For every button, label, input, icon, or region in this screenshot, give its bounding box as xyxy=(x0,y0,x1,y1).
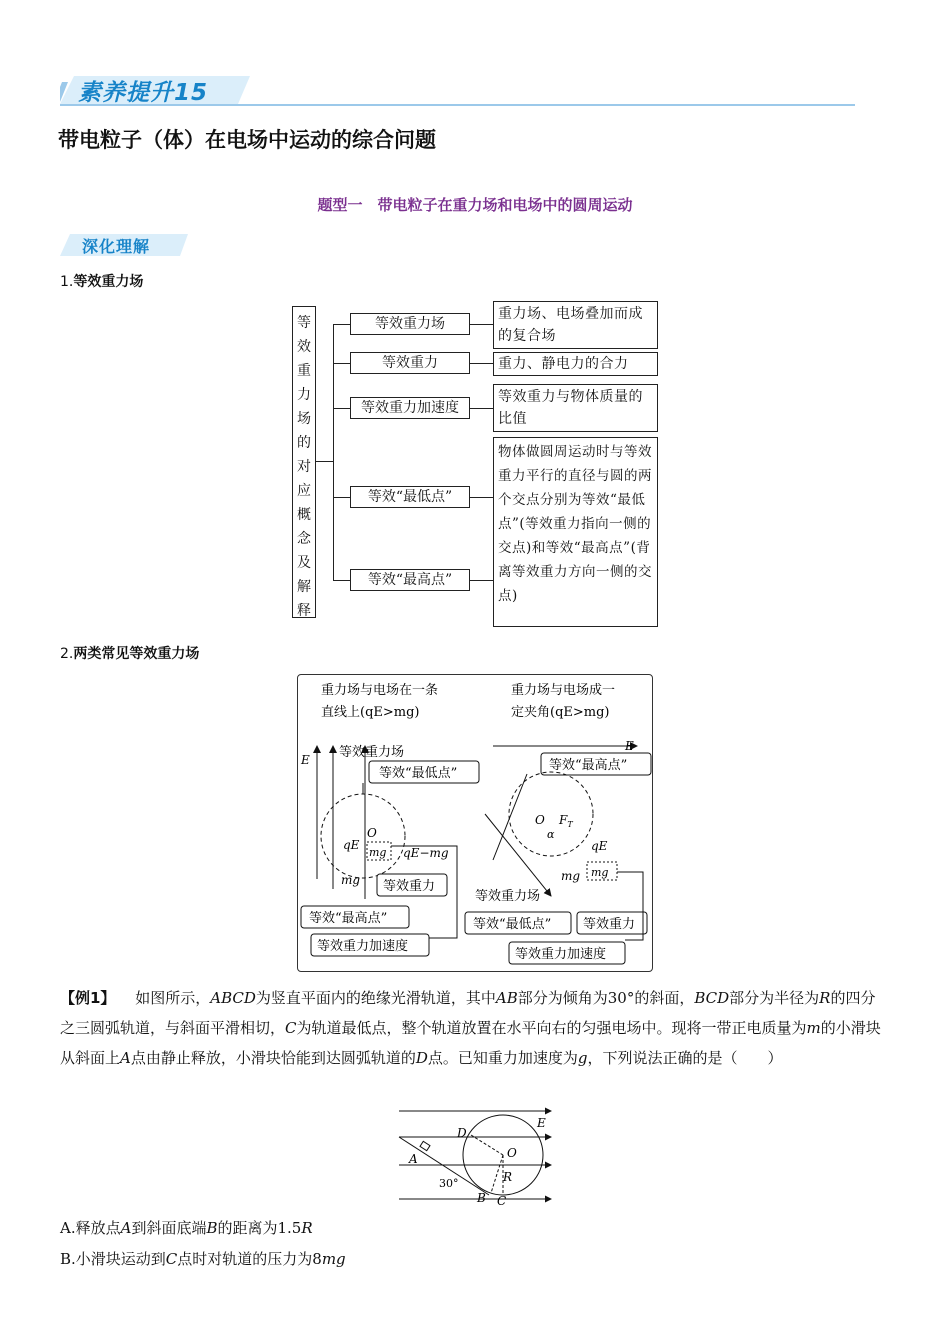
banner-label: 素养提升15 xyxy=(78,80,209,106)
concept-label: 等效重力场 xyxy=(350,313,470,335)
example-label: 【例1】 xyxy=(60,989,116,1007)
fig-c: C xyxy=(497,1194,507,1207)
root-char: 场 xyxy=(297,411,311,427)
right-o-label: O xyxy=(535,813,545,827)
concept-map-root xyxy=(292,306,316,618)
circle-path xyxy=(321,794,405,878)
connector xyxy=(333,497,350,498)
left-qe-minus-mg: qE−mg xyxy=(403,846,449,860)
left-mg-label: mg xyxy=(341,873,361,887)
root-char: 对 xyxy=(297,459,311,475)
root-char: 力 xyxy=(297,387,311,403)
left-lowest-label: 等效“最低点” xyxy=(379,766,458,781)
fig-o: O xyxy=(507,1146,517,1160)
example-figure xyxy=(395,1105,555,1207)
example-paragraph: 【例1】 如图所示，ABCD为竖直平面内的绝缘光滑轨道，其中AB部分为倾角为30°的斜面，BCD部分为半径为R的四分之三圆弧轨道，与斜面平滑相切，C为轨道最低点，整个轨道放置在水平向右的匀强电场中。现将一带正电质量为m的小滑块从斜面上A点由静止释放，小滑块恰能到达圆弧轨道的D点。已知重力加速度为g，下列说法正确的是（ ） xyxy=(60,989,881,1067)
right-eq-gravity: 等效重力 xyxy=(583,917,636,932)
option-b[interactable]: B.小滑块运动到C点时对轨道的压力为8mg xyxy=(60,1250,346,1268)
left-mg-box-label: mg xyxy=(369,846,387,859)
root-char: 释 xyxy=(297,603,311,619)
right-alpha-label: α xyxy=(547,828,555,841)
connector xyxy=(470,408,493,409)
right-highest-label: 等效“最高点” xyxy=(549,758,628,773)
part2-heading: 2.两类常见等效重力场 xyxy=(60,646,200,662)
field-line xyxy=(493,774,527,860)
right-qe-label: qE xyxy=(591,839,608,853)
root-char: 的 xyxy=(297,435,311,451)
root-char: 概 xyxy=(297,507,311,523)
right-e-label: E xyxy=(625,739,634,753)
connector xyxy=(470,363,493,364)
root-char: 应 xyxy=(297,483,311,499)
left-o-label: O xyxy=(367,826,377,840)
connector xyxy=(470,324,493,325)
right-field-label: 等效重力场 xyxy=(475,889,541,904)
fig-a: A xyxy=(409,1152,418,1166)
root-char: 等 xyxy=(297,315,311,331)
fig-e: E xyxy=(537,1116,546,1130)
equivalent-field-figure xyxy=(297,674,653,972)
root-char: 重 xyxy=(297,363,311,379)
fig-angle: 30° xyxy=(439,1177,459,1190)
root-char: 解 xyxy=(297,579,311,595)
left-case-title-1: 重力场与电场在一条 xyxy=(321,683,439,698)
radius-ob xyxy=(491,1155,503,1193)
radius-od xyxy=(471,1135,503,1155)
tag-label: 深化理解 xyxy=(82,237,151,256)
connector xyxy=(333,580,350,581)
fig-b: B xyxy=(477,1191,486,1205)
concept-description: 物体做圆周运动时与等效重力平行的直径与圆的两个交点分别为等效“最低点”(等效重力指向一侧的交点)和等效“最高点”(背离等效重力方向一侧的交点) xyxy=(493,437,658,627)
left-qe-label: qE xyxy=(343,838,360,852)
right-case-title-2: 定夹角(qE>mg) xyxy=(511,705,610,720)
section-title: 题型一 带电粒子在重力场和电场中的圆周运动 xyxy=(317,196,633,214)
root-char: 及 xyxy=(297,555,311,571)
concept-description: 重力、静电力的合力 xyxy=(493,352,658,376)
fig-r: R xyxy=(503,1170,513,1184)
connector xyxy=(470,580,493,581)
root-char: 念 xyxy=(297,531,311,547)
right-case-title-1: 重力场与电场成一 xyxy=(511,683,616,698)
concept-description: 重力场、电场叠加而成的复合场 xyxy=(493,301,658,349)
part1-heading: 1.等效重力场 xyxy=(60,274,144,290)
circle-path xyxy=(509,772,593,856)
option-a[interactable]: A.释放点A到斜面底端B的距离为1.5R xyxy=(60,1219,313,1237)
connector xyxy=(333,408,350,409)
right-mg-box-label: mg xyxy=(591,866,609,879)
right-ft-label: $F_T$ xyxy=(559,813,573,829)
root-char: 效 xyxy=(297,339,311,355)
concept-description: 等效重力与物体质量的比值 xyxy=(493,384,658,432)
connector xyxy=(470,497,493,498)
connector xyxy=(333,324,350,325)
right-lowest-label: 等效“最低点” xyxy=(473,917,552,932)
left-case-title-2: 直线上(qE>mg) xyxy=(321,705,420,720)
connector xyxy=(316,461,333,462)
fig-d: D xyxy=(457,1126,467,1140)
block xyxy=(420,1141,430,1150)
left-highest-label: 等效“最高点” xyxy=(309,911,388,926)
right-mg-label: mg xyxy=(561,869,581,883)
left-accel-label: 等效重力加速度 xyxy=(317,939,409,954)
concept-label: 等效重力 xyxy=(350,352,470,374)
page-title: 带电粒子（体）在电场中运动的综合问题 xyxy=(58,128,436,152)
concept-label: 等效“最高点” xyxy=(350,569,470,591)
connector xyxy=(333,363,350,364)
left-e-label: E xyxy=(301,753,310,767)
left-eq-gravity: 等效重力 xyxy=(383,879,436,894)
right-accel-label: 等效重力加速度 xyxy=(515,947,607,962)
concept-label: 等效“最低点” xyxy=(350,486,470,508)
concept-label: 等效重力加速度 xyxy=(350,397,470,419)
left-field-label: 等效重力场 xyxy=(339,745,405,760)
